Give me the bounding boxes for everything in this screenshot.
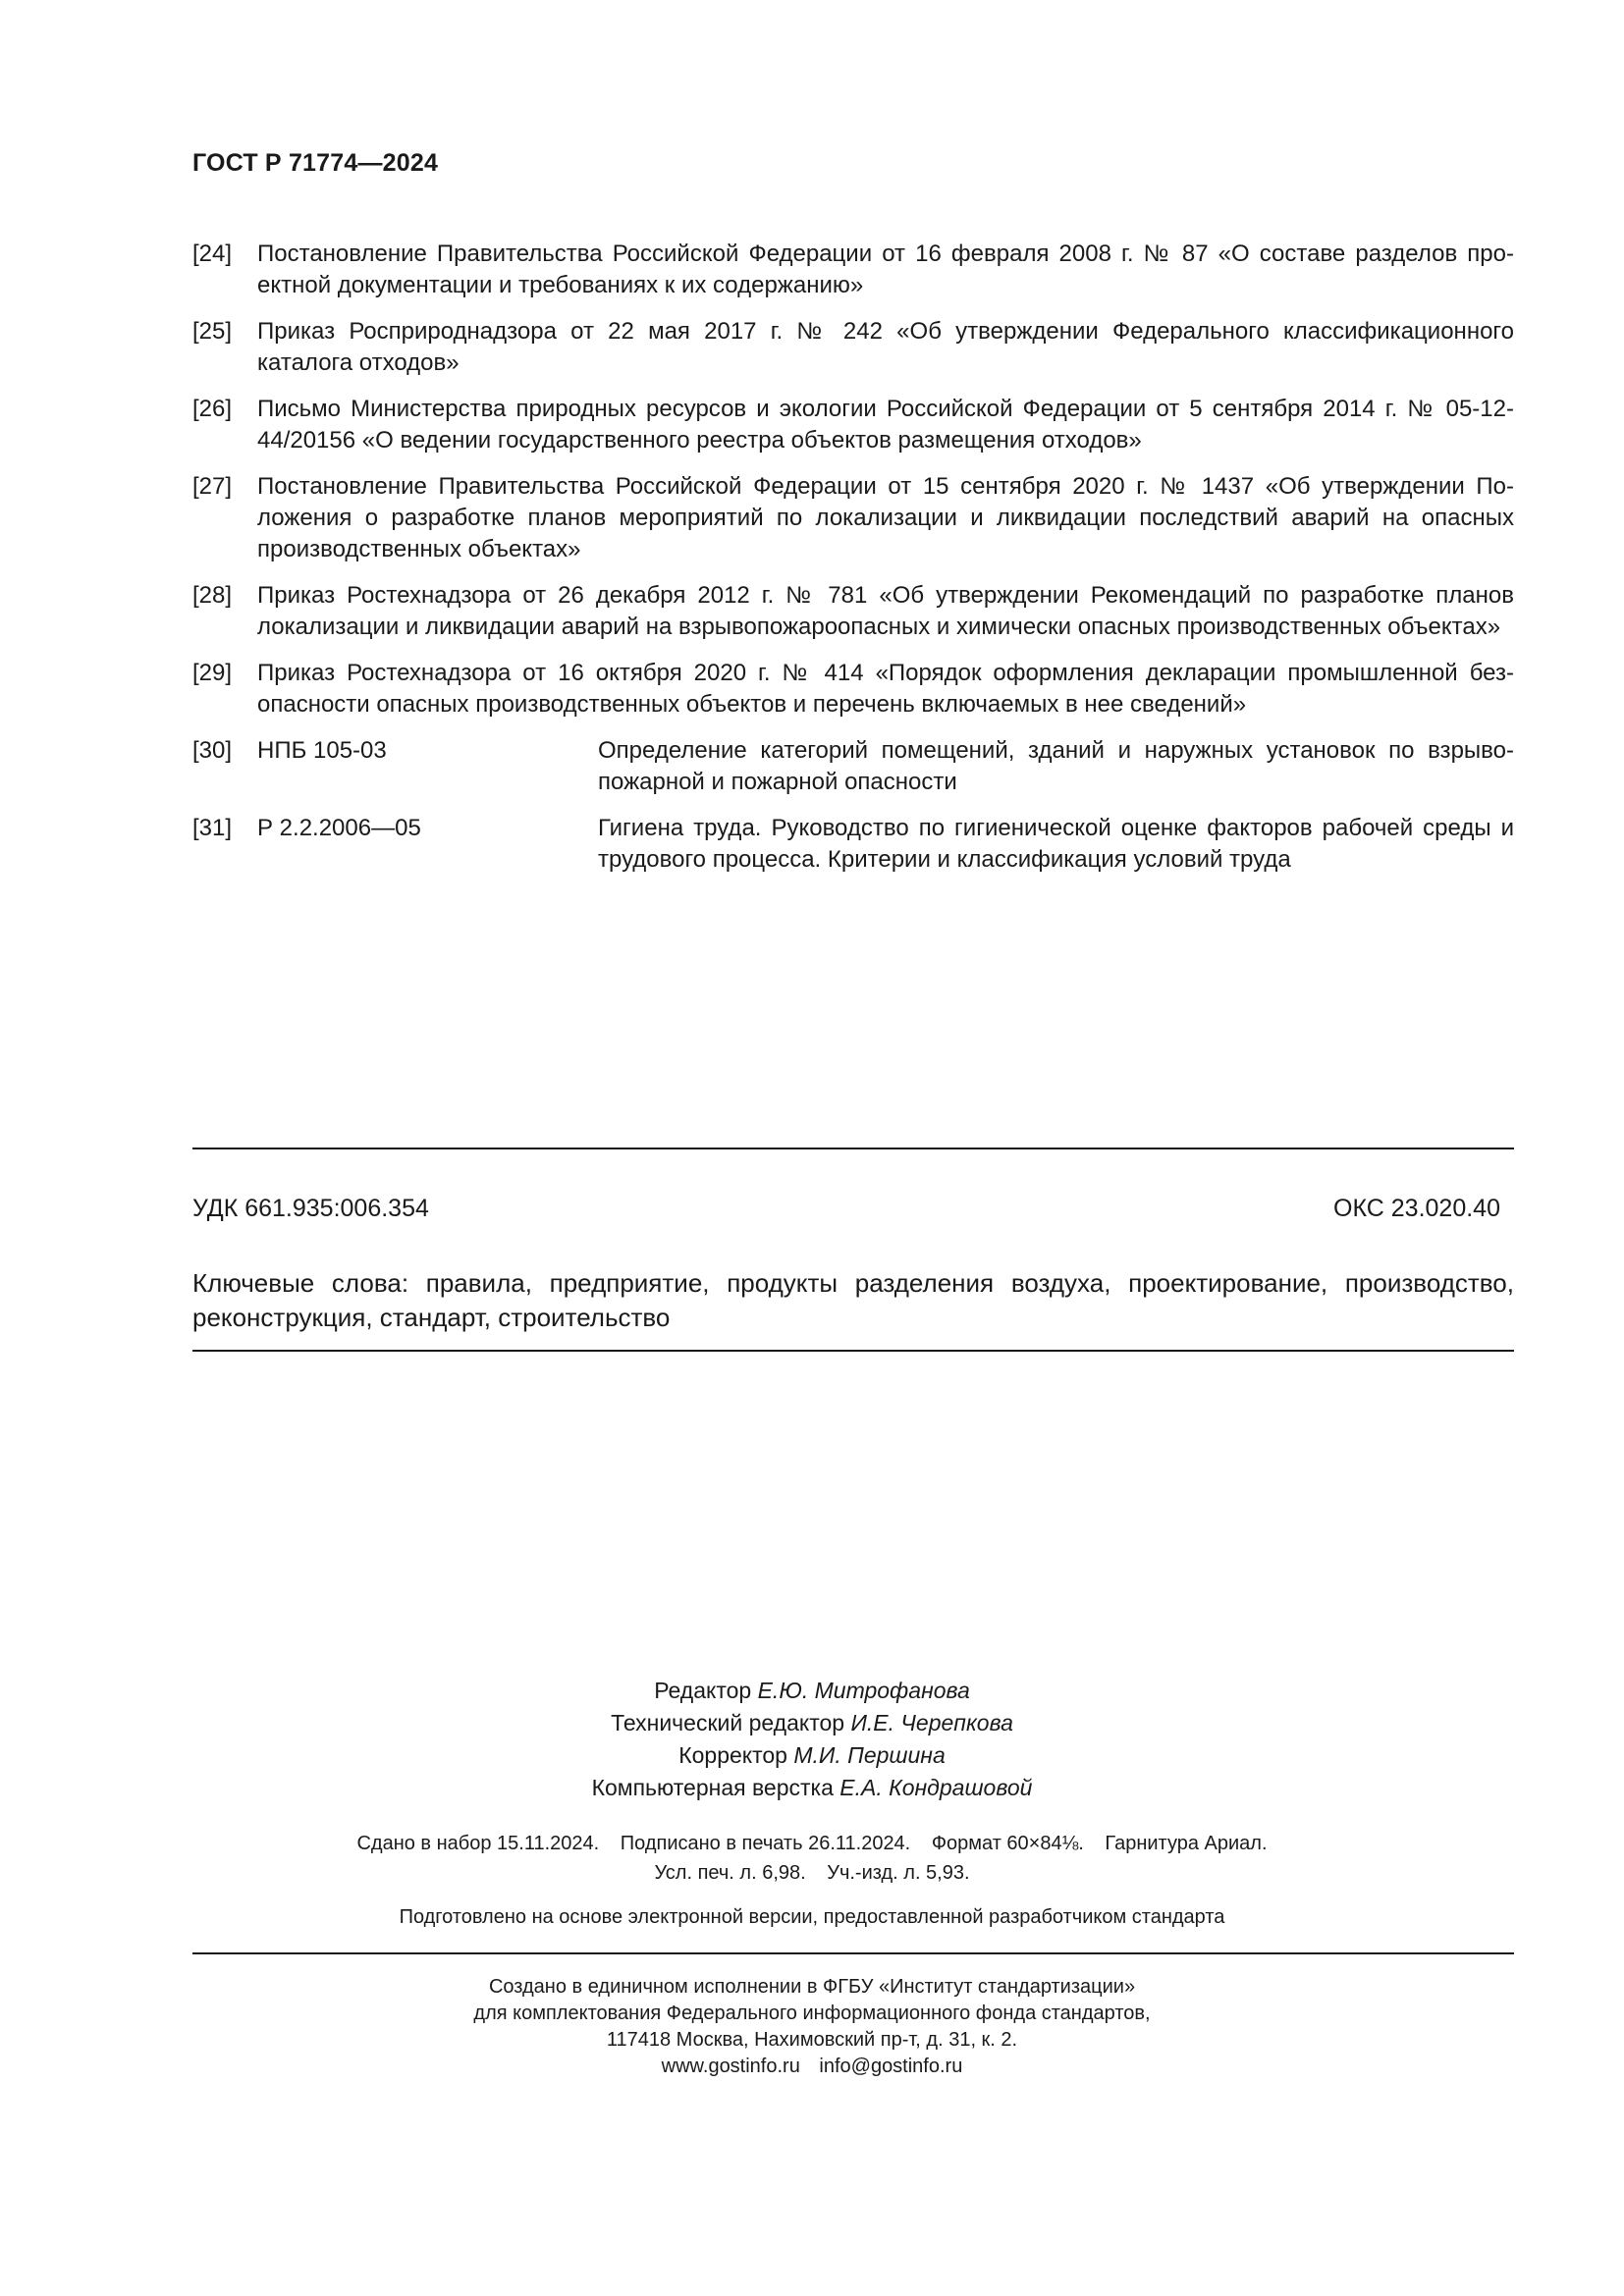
bibliography-item-coded (192, 735, 1514, 798)
print-info-line-1 (0, 1829, 1624, 1858)
footer-line-1: Создано в единичном исполнении в ФГБУ «Институт стандартизации» (488, 1976, 1136, 1998)
print-info (0, 1829, 1624, 1888)
credits-block (0, 1675, 1624, 1804)
ref-number: [28] (192, 582, 233, 609)
ref-number: [29] (192, 660, 233, 686)
footer-line-2: для комплектования Федерального информационного фонда стандартов, (473, 2002, 1151, 2024)
ref-number: [31] (192, 815, 233, 841)
signed-date: Подписано в печать 26.11.2024. (620, 1833, 911, 1854)
credit-line (0, 1739, 1624, 1772)
bibliography-item (192, 316, 1514, 379)
ref-text: Приказ Росприроднадзора от 22 мая 2017 г. № 242 «Об утверждении Федерального классификационного каталога отходов» (257, 318, 1514, 376)
bibliography-item (192, 239, 1514, 301)
divider-footer (192, 1952, 1514, 1954)
credit-name: Е.А. Кондрашовой (839, 1775, 1033, 1800)
divider-top (192, 1148, 1514, 1149)
bibliography-item (192, 580, 1514, 643)
ref-number: [24] (192, 240, 233, 267)
publishing-sheets: Уч.-изд. л. 5,93. (827, 1862, 970, 1884)
page-header-standard-id: ГОСТ Р 71774—2024 (192, 149, 439, 177)
ref-text: Приказ Ростехнадзора от 16 октября 2020 г. № 414 «Порядок оформления декларации промышленной безопасности опасных производственных объектов и перечень включаемых в нее сведений» (257, 660, 1514, 718)
credit-role: Корректор (678, 1742, 787, 1768)
bibliography-item (192, 471, 1514, 565)
credit-role: Редактор (654, 1678, 752, 1703)
typeface: Гарнитура Ариал. (1105, 1833, 1268, 1854)
paper-format: Формат 60×84⅛. (931, 1833, 1084, 1854)
credit-name: И.Е. Черепкова (850, 1710, 1013, 1735)
ref-number: [26] (192, 396, 233, 422)
email-link[interactable]: info@gostinfo.ru (819, 2056, 963, 2077)
bibliography-item-coded (192, 813, 1514, 876)
oks-code: ОКС 23.020.40 (1333, 1195, 1500, 1222)
ref-number: [30] (192, 737, 233, 764)
credit-line (0, 1707, 1624, 1739)
credit-name: М.И. Першина (793, 1742, 946, 1768)
ref-text: Письмо Министерства природных ресурсов и экологии Российской Федерации от 5 сентября 2014 г. № 05-12-44/20156 «О ведении государственного реестра объектов размещения отходов» (257, 396, 1514, 454)
ref-number: [27] (192, 473, 233, 500)
website-link[interactable]: www.gostinfo.ru (661, 2056, 800, 2077)
publisher-footer (0, 1974, 1624, 2080)
ref-title: Гигиена труда. Руководство по гигиенической оценке факторов рабочей среды и трудового процесса. Критерии и классификация условий труда (598, 815, 1514, 873)
divider-keywords (192, 1350, 1514, 1352)
footer-line-3: 117418 Москва, Нахимовский пр-т, д. 31, к. 2. (606, 2029, 1018, 2051)
ref-title: Определение категорий помещений, зданий и наружных установок по взрывопожарной и пожарной опасности (598, 737, 1514, 795)
bibliography-item (192, 658, 1514, 721)
udk-code: УДК 661.935:006.354 (192, 1195, 429, 1222)
prepared-note: Подготовлено на основе электронной версии, предоставленной разработчиком стандарта (399, 1906, 1225, 1928)
credit-line (0, 1675, 1624, 1707)
credit-role: Компьютерная верстка (591, 1775, 834, 1800)
bibliography-item (192, 394, 1514, 456)
credit-role: Технический редактор (611, 1710, 845, 1735)
ref-text: Постановление Правительства Российской Федерации от 15 сентября 2020 г. № 1437 «Об утверждении Положения о разработке планов мероприятий по локализации и ликвидации последствий аварий на опасных производственных объектах» (257, 473, 1514, 562)
print-sheets: Усл. печ. л. 6,98. (654, 1862, 806, 1884)
print-info-line-2 (0, 1858, 1624, 1888)
submitted-date: Сдано в набор 15.11.2024. (356, 1833, 600, 1854)
ref-code: НПБ 105-03 (257, 737, 387, 764)
bibliography-list (192, 239, 1514, 890)
ref-text: Приказ Ростехнадзора от 26 декабря 2012 г. № 781 «Об утверждении Рекомендаций по разработке планов локализации и ликвидации аварий на взрывопожароопасных и химически опасных производственных объектах» (257, 582, 1514, 640)
ref-text: Постановление Правительства Российской Федерации от 16 февраля 2008 г. № 87 «О составе разделов проектной документации и требованиях к их содержанию» (257, 240, 1514, 298)
credit-name: Е.Ю. Митрофанова (757, 1678, 970, 1703)
ref-code: Р 2.2.2006—05 (257, 815, 421, 841)
credit-line (0, 1772, 1624, 1804)
ref-number: [25] (192, 318, 233, 345)
footer-links (0, 2054, 1624, 2080)
keywords: Ключевые слова: правила, предприятие, продукты разделения воздуха, проектирование, производство, реконструкция, стандарт, строительство (192, 1268, 1514, 1332)
